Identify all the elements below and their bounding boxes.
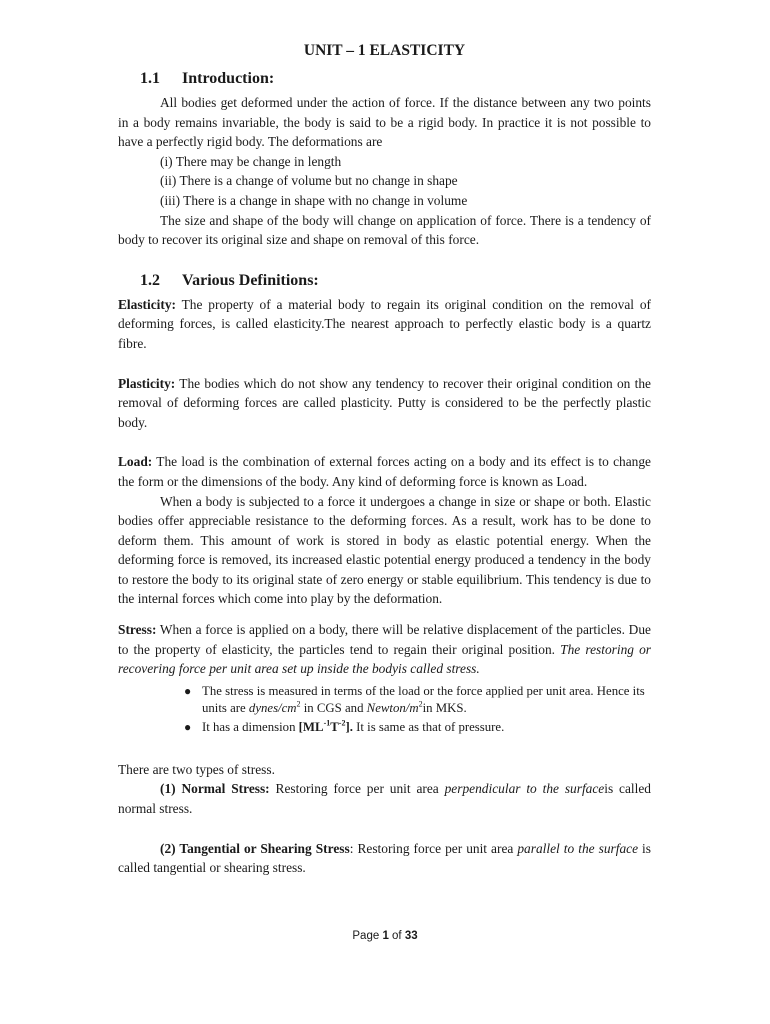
bullet-icon: ● bbox=[184, 683, 192, 698]
superscript: -2 bbox=[338, 718, 346, 728]
definition-text: The bodies which do not show any tendency to recover their original condition on the removal of deforming forces are called plasticity. Putty is considered to be the perfectly plastic body. bbox=[118, 375, 651, 430]
section-number: 1.2 bbox=[140, 271, 160, 289]
superscript: 2 bbox=[296, 699, 301, 709]
bullet-text: in CGS and bbox=[300, 700, 367, 715]
dimension-formula bbox=[299, 720, 353, 734]
intro-paragraph: All bodies get deformed under the action of force. If the distance between any two points in a body remains invariable, the body is said to be a rigid body. In practice it is not possible to have a perfectly rigid body. The deformations are bbox=[118, 95, 651, 150]
document-page bbox=[118, 40, 651, 878]
tangential-stress-definition bbox=[118, 839, 651, 878]
list-item bbox=[118, 683, 651, 717]
definition-text: When a force is applied on a body, there will be relative displacement of the particles. Due to the property of elasticity, the particles tend to regain their original position. bbox=[118, 622, 651, 657]
term-plasticity: Plasticity: bbox=[118, 375, 176, 391]
section-title: Various Definitions: bbox=[182, 271, 319, 289]
definition-italic: parallel to the surface bbox=[517, 840, 639, 856]
bullet-text: It has a dimension bbox=[202, 719, 299, 734]
total-pages: 33 bbox=[404, 930, 418, 942]
deformation-item-3: (iii) There is a change in shape with no change in volume bbox=[160, 192, 468, 208]
page-label: Page bbox=[352, 930, 383, 942]
intro-paragraph-2: The size and shape of the body will change on application of force. There is a tendency of body to recover its original size and shape on removal of this force. bbox=[118, 212, 651, 248]
term-load: Load: bbox=[118, 454, 153, 470]
bullet-icon: ● bbox=[184, 719, 192, 734]
bullet-text: It is same as that of pressure. bbox=[352, 719, 505, 734]
dimension-part: [ML bbox=[298, 719, 324, 734]
superscript: 2 bbox=[418, 699, 423, 709]
normal-stress-label: (1) Normal Stress: bbox=[160, 781, 270, 797]
page-of-label: of bbox=[388, 930, 405, 942]
document-title: UNIT – 1 ELASTICITY bbox=[303, 42, 466, 59]
definition-italic: perpendicular to the surface bbox=[444, 781, 605, 797]
elasticity-definition bbox=[118, 295, 651, 354]
load-definition bbox=[118, 452, 651, 491]
deformation-item-2: (ii) There is a change of volume but no change in shape bbox=[160, 173, 458, 189]
definition-text: : Restoring force per unit area bbox=[349, 840, 518, 856]
stress-bullet-list bbox=[118, 683, 651, 736]
section-title: Introduction: bbox=[182, 70, 275, 87]
definition-text: The load is the combination of external forces acting on a body and its effect is to change the form or the dimensions of the body. Any kind of deforming force is known as Load. bbox=[118, 454, 651, 489]
normal-stress-definition bbox=[118, 779, 651, 818]
section-heading-introduction bbox=[118, 68, 651, 90]
dimension-part: T bbox=[330, 719, 339, 734]
bullet-text: The stress is measured in terms of the load or the force applied per unit area. Hence its units are bbox=[202, 683, 645, 715]
definition-text: Restoring force per unit area bbox=[269, 781, 445, 797]
definition-text: is called tangential or shearing stress. bbox=[118, 840, 651, 876]
section-heading-definitions bbox=[118, 270, 651, 292]
dimension-part: ]. bbox=[345, 719, 353, 734]
deformation-item-1: (i) There may be change in length bbox=[160, 153, 342, 169]
stress-definition bbox=[118, 620, 651, 679]
bullet-text: in MKS. bbox=[422, 700, 467, 715]
stress-types-intro: There are two types of stress. bbox=[118, 761, 275, 777]
unit-cgs: dynes/cm bbox=[248, 700, 297, 715]
page-footer bbox=[0, 930, 770, 942]
current-page-number: 1 bbox=[382, 930, 389, 942]
unit-mks: Newton/m bbox=[366, 700, 419, 715]
superscript: -1 bbox=[323, 718, 331, 728]
term-stress: Stress: bbox=[118, 622, 157, 638]
list-item bbox=[118, 719, 651, 736]
definition-text: is called normal stress. bbox=[118, 781, 652, 817]
tangential-stress-label: (2) Tangential or Shearing Stress bbox=[160, 840, 350, 856]
term-elasticity: Elasticity: bbox=[118, 296, 177, 312]
load-paragraph-2: When a body is subjected to a force it undergoes a change in size or shape or both. Elastic bodies offer appreciable resistance to the deforming forces. As a result, work has to be done to deform them. This amount of work is stored in body as elastic potential energy. When the deforming force is removed, its increased elastic potential energy produced a tendency in the body to restore the body to its original state of zero energy or stable equilibrium. This tendency is due to the internal forces which come into play by the deformation. bbox=[118, 493, 651, 607]
plasticity-definition bbox=[118, 374, 651, 433]
definition-text: The property of a material body to regain its original condition on the removal of deforming forces, is called elasticity.The nearest approach to perfectly elastic body is a quartz fibre. bbox=[118, 296, 651, 351]
section-number: 1.1 bbox=[140, 70, 160, 87]
stress-italic-definition: The restoring or recovering force per unit area set up inside the bodyis called stress. bbox=[118, 641, 651, 677]
